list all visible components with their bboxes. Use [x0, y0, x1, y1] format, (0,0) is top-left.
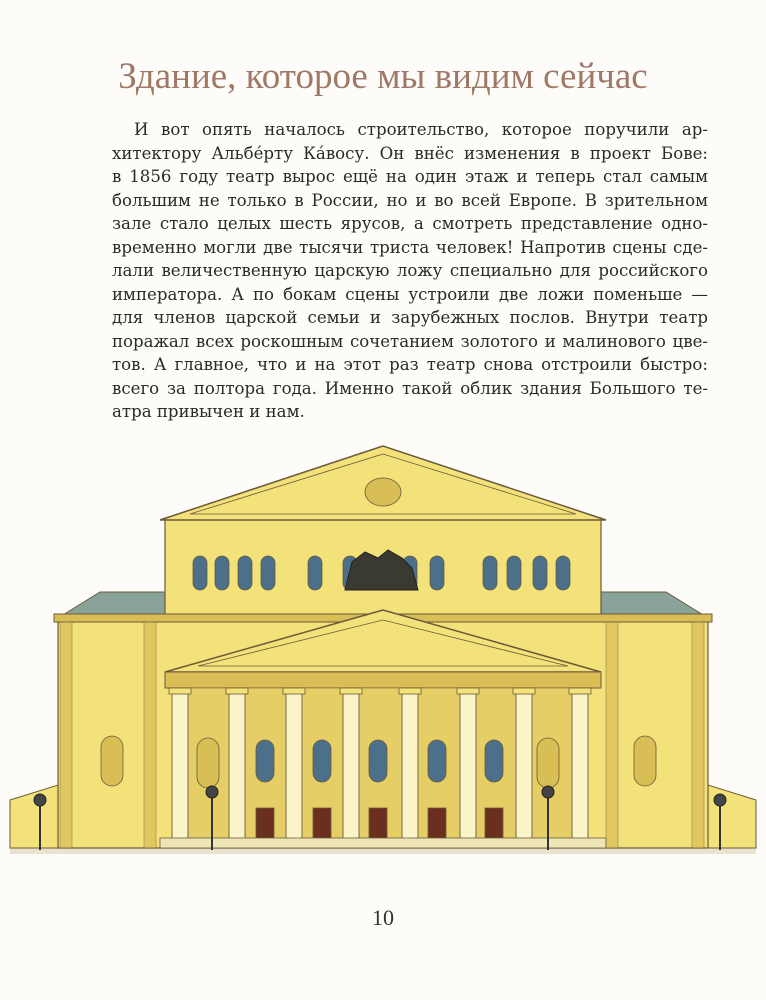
- building-drawing: [10, 446, 756, 854]
- column: [286, 688, 302, 840]
- paragraph-line: атра привычен и нам.: [112, 402, 305, 421]
- portico-entablature: [165, 672, 601, 688]
- street-lamp-icon: [34, 794, 46, 806]
- window: [256, 740, 274, 782]
- steps: [160, 838, 606, 848]
- pilaster: [144, 622, 156, 848]
- paragraph-line: хитектору Альбе́рту Ка́восу. Он внёс изменения в проект Бове:: [112, 143, 708, 163]
- bolshoi-theatre-illustration: [0, 440, 766, 870]
- paragraph-line: большим не только в России, но и во всей Европе. В зрительном: [112, 190, 708, 210]
- paragraph-line: И вот опять началось строительство, которое поручили ар-: [134, 120, 708, 139]
- column: [172, 688, 188, 840]
- pilaster: [692, 622, 704, 848]
- column-capital: [283, 688, 305, 694]
- column: [460, 688, 476, 840]
- statue-niche: [101, 736, 123, 786]
- right-wing: [708, 785, 756, 848]
- pilaster: [60, 622, 72, 848]
- column: [343, 688, 359, 840]
- ground-line: [10, 848, 756, 854]
- paragraph-line: в 1856 году театр вырос ещё на один этаж и теперь стал самым: [112, 167, 708, 186]
- page-title: Здание, которое мы видим сейчас: [118, 56, 648, 97]
- column: [402, 688, 418, 840]
- paragraph-line: императора. А по бокам сцены устроили две ложи поменьше —: [112, 284, 708, 304]
- paragraph-line: тов. А главное, что и на этот раз театр снова отстроили быстро:: [112, 355, 708, 374]
- column-capital: [513, 688, 535, 694]
- window: [507, 556, 521, 590]
- street-lamp-icon: [542, 786, 554, 798]
- paragraph-line: всего за полтора года. Именно такой облик здания Большого те-: [112, 378, 708, 398]
- door: [369, 808, 387, 838]
- column-capital: [169, 688, 191, 694]
- window: [533, 556, 547, 590]
- window: [369, 740, 387, 782]
- page-number: 10: [372, 905, 394, 930]
- coat-of-arms-icon: [365, 478, 401, 506]
- street-lamp-icon: [714, 794, 726, 806]
- window: [215, 556, 229, 590]
- left-wing: [10, 785, 58, 848]
- window: [261, 556, 275, 590]
- paragraph-line: лали величественную царскую ложу специально для российского: [112, 261, 708, 280]
- pilaster: [606, 622, 618, 848]
- statue-niche: [634, 736, 656, 786]
- statue-niche: [197, 738, 219, 788]
- column-capital: [457, 688, 479, 694]
- column-capital: [340, 688, 362, 694]
- window: [485, 740, 503, 782]
- street-lamp-icon: [206, 786, 218, 798]
- column: [516, 688, 532, 840]
- door: [313, 808, 331, 838]
- statue-niche: [537, 738, 559, 788]
- window: [428, 740, 446, 782]
- door: [485, 808, 503, 838]
- column: [229, 688, 245, 840]
- window: [313, 740, 331, 782]
- paragraph-line: временно могли две тысячи триста человек! Напротив сцены сде-: [112, 237, 708, 257]
- window: [238, 556, 252, 590]
- window: [193, 556, 207, 590]
- window: [308, 556, 322, 590]
- door: [256, 808, 274, 838]
- column: [572, 688, 588, 840]
- window: [483, 556, 497, 590]
- door: [428, 808, 446, 838]
- window: [556, 556, 570, 590]
- body-paragraph: [112, 118, 708, 424]
- paragraph-line: поражал всех роскошным сочетанием золотого и малинового цве-: [112, 331, 708, 351]
- window: [430, 556, 444, 590]
- paragraph-line: для членов царской семьи и зарубежных послов. Внутри театр: [112, 308, 708, 327]
- paragraph-line: зале стало целых шесть ярусов, а смотреть представление одно-: [112, 214, 708, 233]
- column-capital: [569, 688, 591, 694]
- column-capital: [399, 688, 421, 694]
- column-capital: [226, 688, 248, 694]
